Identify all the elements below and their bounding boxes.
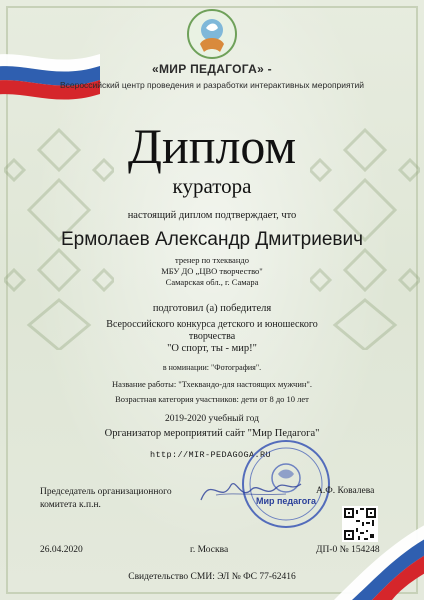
signer-name: А.Ф. Ковалева — [316, 486, 375, 496]
age-category: Возрастная категория участников: дети от 8 до 10 лет — [115, 394, 309, 404]
chairman-line-2: комитета к.п.н. — [40, 500, 101, 510]
org-subtitle: Всероссийский центр проведения и разработки интерактивных мероприятий — [59, 80, 365, 90]
organizer-text: Организатор мероприятий сайт "Мир Педагога" — [104, 428, 320, 439]
registration-number: ДП-0 № 154248 — [316, 545, 380, 555]
confirm-text: настоящий диплом подтверждает, что — [127, 210, 297, 221]
diploma-title: Диплом — [127, 118, 297, 174]
contest-line-2: творчества — [188, 331, 236, 342]
recipient-region: Самарская обл., г. Самара — [165, 277, 259, 287]
stamp-label: Мир педагога — [255, 496, 317, 506]
media-certificate: Свидетельство СМИ: ЭЛ № ФС 77-62416 — [128, 572, 296, 582]
chairman-line-1: Председатель организационного — [40, 487, 172, 497]
recipient-role: тренер по тхеквандо — [175, 255, 249, 265]
prepared-text: подготовил (а) победителя — [152, 303, 272, 314]
work-title: Название работы: "Тхеквандо-для настоящих мужчин". — [111, 379, 313, 389]
issue-city: г. Москва — [190, 545, 229, 555]
qr-code-icon — [342, 506, 378, 542]
issue-date: 26.04.2020 — [40, 545, 83, 555]
recipient-name: Ермолаев Александр Дмитриевич — [61, 229, 363, 250]
school-year: 2019-2020 учебный год — [164, 414, 259, 424]
nomination-text: в номинации: "Фотография". — [162, 363, 262, 372]
site-url: http://MIR-PEDAGOGA.RU — [150, 450, 272, 460]
handwritten-signature — [196, 470, 306, 510]
chairman-title — [40, 486, 172, 512]
org-name: «МИР ПЕДАГОГА» - — [152, 62, 272, 76]
recipient-institution: МБУ ДО „ЦВО творчество" — [161, 266, 263, 276]
diploma-subtitle: куратора — [172, 174, 252, 198]
mir-pedagoga-logo — [186, 8, 238, 60]
contest-name: "О спорт, ты - мир!" — [167, 343, 257, 354]
contest-line-1: Всероссийского конкурса детского и юношеского — [106, 319, 318, 330]
